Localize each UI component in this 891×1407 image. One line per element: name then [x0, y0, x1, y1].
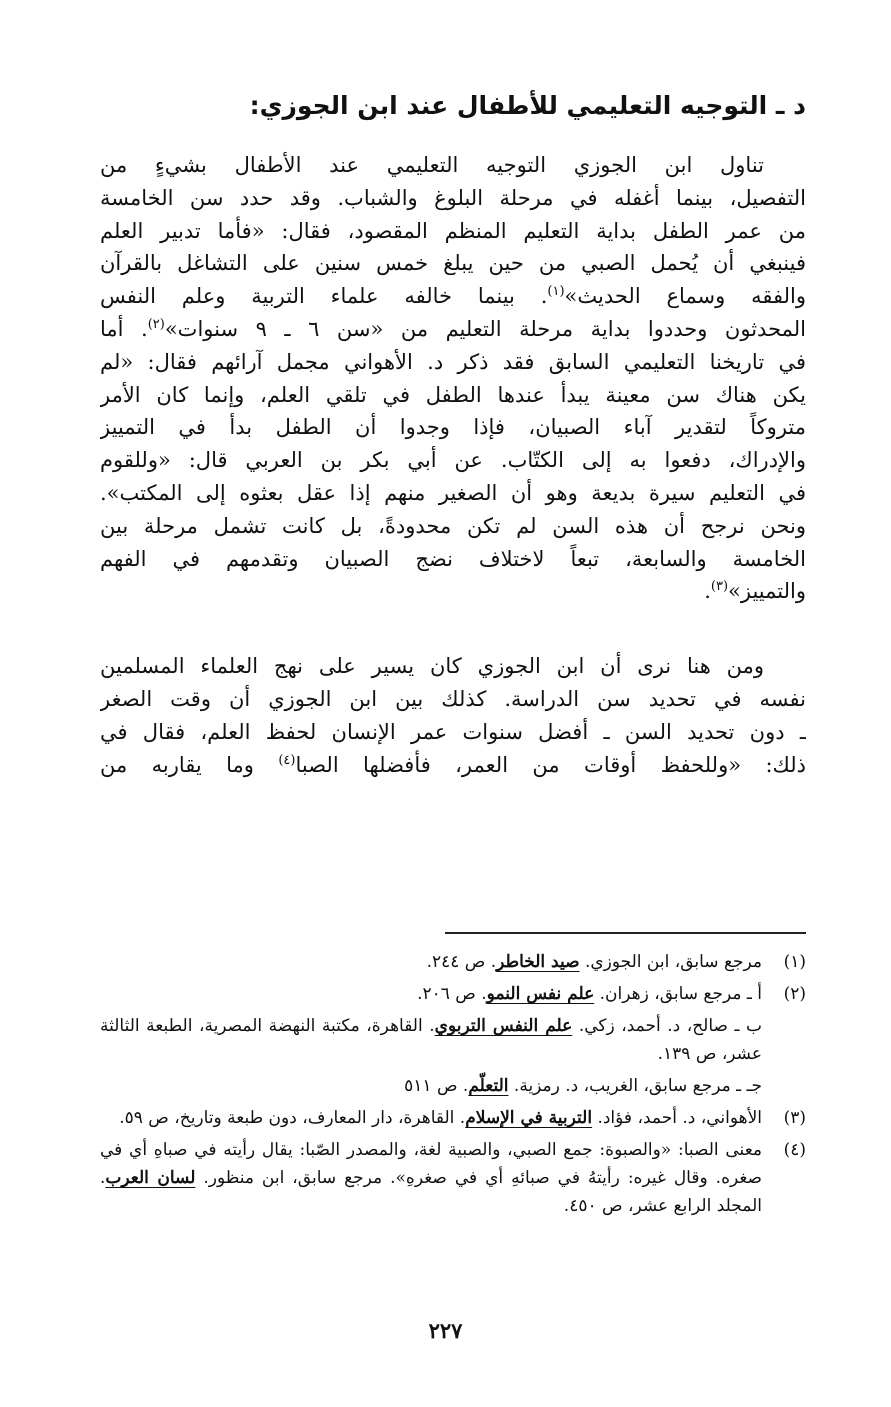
- text-line: في تاريخنا التعليمي السابق فقد ذكر د. الأهواني مجمل آرائهم فقال: «لم: [100, 349, 806, 374]
- footnote-ref: (٢): [147, 316, 165, 332]
- footnote-separator: [445, 932, 806, 934]
- text-line: ومن هنا نرى أن ابن الجوزي كان يسير على نهج العلماء المسلمين: [100, 654, 764, 679]
- footnote-ref: (٤): [278, 752, 296, 768]
- footnote-entry-b: ب ـ صالح، د. أحمد، زكي. علم النفس التربوي. القاهرة، مكتبة النهضة المصرية، الطبعة الثالثة عشر، ص ١٣٩.: [100, 1016, 762, 1064]
- footnote-ref: (٣): [710, 579, 729, 595]
- text-line: فينبغي أن يُحمل الصبي من حين يبلغ خمس سنين على التشاغل بالقرآن: [100, 251, 806, 276]
- paragraph-1: [100, 149, 806, 608]
- text-line: تناول ابن الجوزي التوجيه التعليمي عند الأطفال بشيءٍ من: [100, 153, 764, 177]
- text-line: نفسه في تحديد سن الدراسة. كذلك بين ابن الجوزي أن وقت الصغر: [100, 686, 806, 711]
- paragraph-2: [100, 650, 806, 781]
- footnote-number: (٢): [783, 984, 806, 1004]
- footnotes: [100, 948, 806, 1224]
- source-title: التعلّم: [468, 1076, 509, 1096]
- text-line: في التعليم سيرة بديعة وهو أن الصغير منهم إذا عقل بعثوه إلى المكتب».: [100, 480, 806, 505]
- page-body: [100, 88, 806, 781]
- text-line: الخامسة والسابعة، تبعاً لاختلاف نضج الصبيان وتقدمهم في الفهم: [100, 546, 806, 571]
- text-line: ونحن نرجح أن هذه السن لم تكن محدودةً، بل كانت تشمل مرحلة بين: [100, 513, 806, 538]
- footnote-1: (١) مرجع سابق، ابن الجوزي. صيد الخاطر. ص ٢٤٤.: [100, 948, 806, 976]
- footnote-2: [100, 980, 806, 1100]
- footnote-number: (٣): [783, 1108, 806, 1128]
- source-title: صيد الخاطر: [496, 952, 580, 972]
- section-heading: د ـ التوجيه التعليمي للأطفال عند ابن الجوزي:: [249, 91, 806, 120]
- footnote-4: (٤) معنى الصبا: «والصبوة: جمع الصبي، والصبية لغة، والمصدر الصّبا: يقال رأيته في صباهِ أي في صغره. وقال غيره: رأيتهُ في صبائهِ أي في صغرهِ». مرجع سابق، ابن منظور. لسان العرب. المجلد الرابع عشر، ص ٤٥٠.: [100, 1136, 806, 1220]
- footnote-entry-a: أ ـ مرجع سابق، زهران. علم نفس النمو. ص ٢٠٦.: [417, 984, 762, 1004]
- source-title: علم نفس النمو: [486, 984, 595, 1004]
- footnote-number: (٤): [783, 1140, 806, 1160]
- text-line: والإدراك، دفعوا به إلى الكتّاب. عن أبي بكر بن العربي قال: «وللقوم: [100, 448, 806, 473]
- text-line: والتمييز»$^{(٣)}$.: [704, 579, 806, 604]
- footnote-3: (٣) الأهواني، د. أحمد، فؤاد. التربية في الإسلام. القاهرة، دار المعارف، دون طبعة وتاريخ، ص ٥٩.: [100, 1104, 806, 1132]
- text-line: يكن هناك سن معينة يبدأ عندها الطفل في تلقي العلم، وإنما كان الأمر: [100, 382, 806, 407]
- source-title: لسان العرب: [105, 1168, 196, 1188]
- footnote-ref: (١): [547, 284, 565, 300]
- text-line: متروكاً لتقدير آباء الصبيان، فإذا وجدوا أن الطفل بدأ في التمييز: [100, 415, 806, 440]
- text-line: والفقه وسماع الحديث»$^{(١)}$. بينما خالفه علماء التربية وعلم النفس: [100, 284, 806, 309]
- page-number: ٢٢٧: [428, 1318, 463, 1343]
- text-line: التفصيل، بينما أغفله في مرحلة البلوغ والشباب. وقد حدد سن الخامسة: [100, 185, 806, 210]
- text-line: من عمر الطفل بداية التعليم المنظم المقصود، فقال: «فأما تدبير العلم: [100, 218, 806, 243]
- text-line: ـ دون تحديد السن ـ أفضل سنوات عمر الإنسان لحفظ العلم، فقال في: [100, 719, 806, 744]
- text-line: المحدثون وحددوا بداية مرحلة التعليم من «سن ٦ ـ ٩ سنوات»$^{(٢)}$. أما: [100, 316, 806, 341]
- footnote-entry-c: جـ ـ مرجع سابق، الغريب، د. رمزية. التعلّم. ص ٥١١: [404, 1076, 762, 1096]
- footnote-number: (١): [783, 952, 806, 972]
- source-title: علم النفس التربوي: [434, 1016, 573, 1036]
- source-title: التربية في الإسلام: [465, 1108, 593, 1128]
- text-line: ذلك: «وللحفظ أوقات من العمر، فأفضلها الصبا$^{(٤)}$ وما يقاربه من: [100, 752, 806, 777]
